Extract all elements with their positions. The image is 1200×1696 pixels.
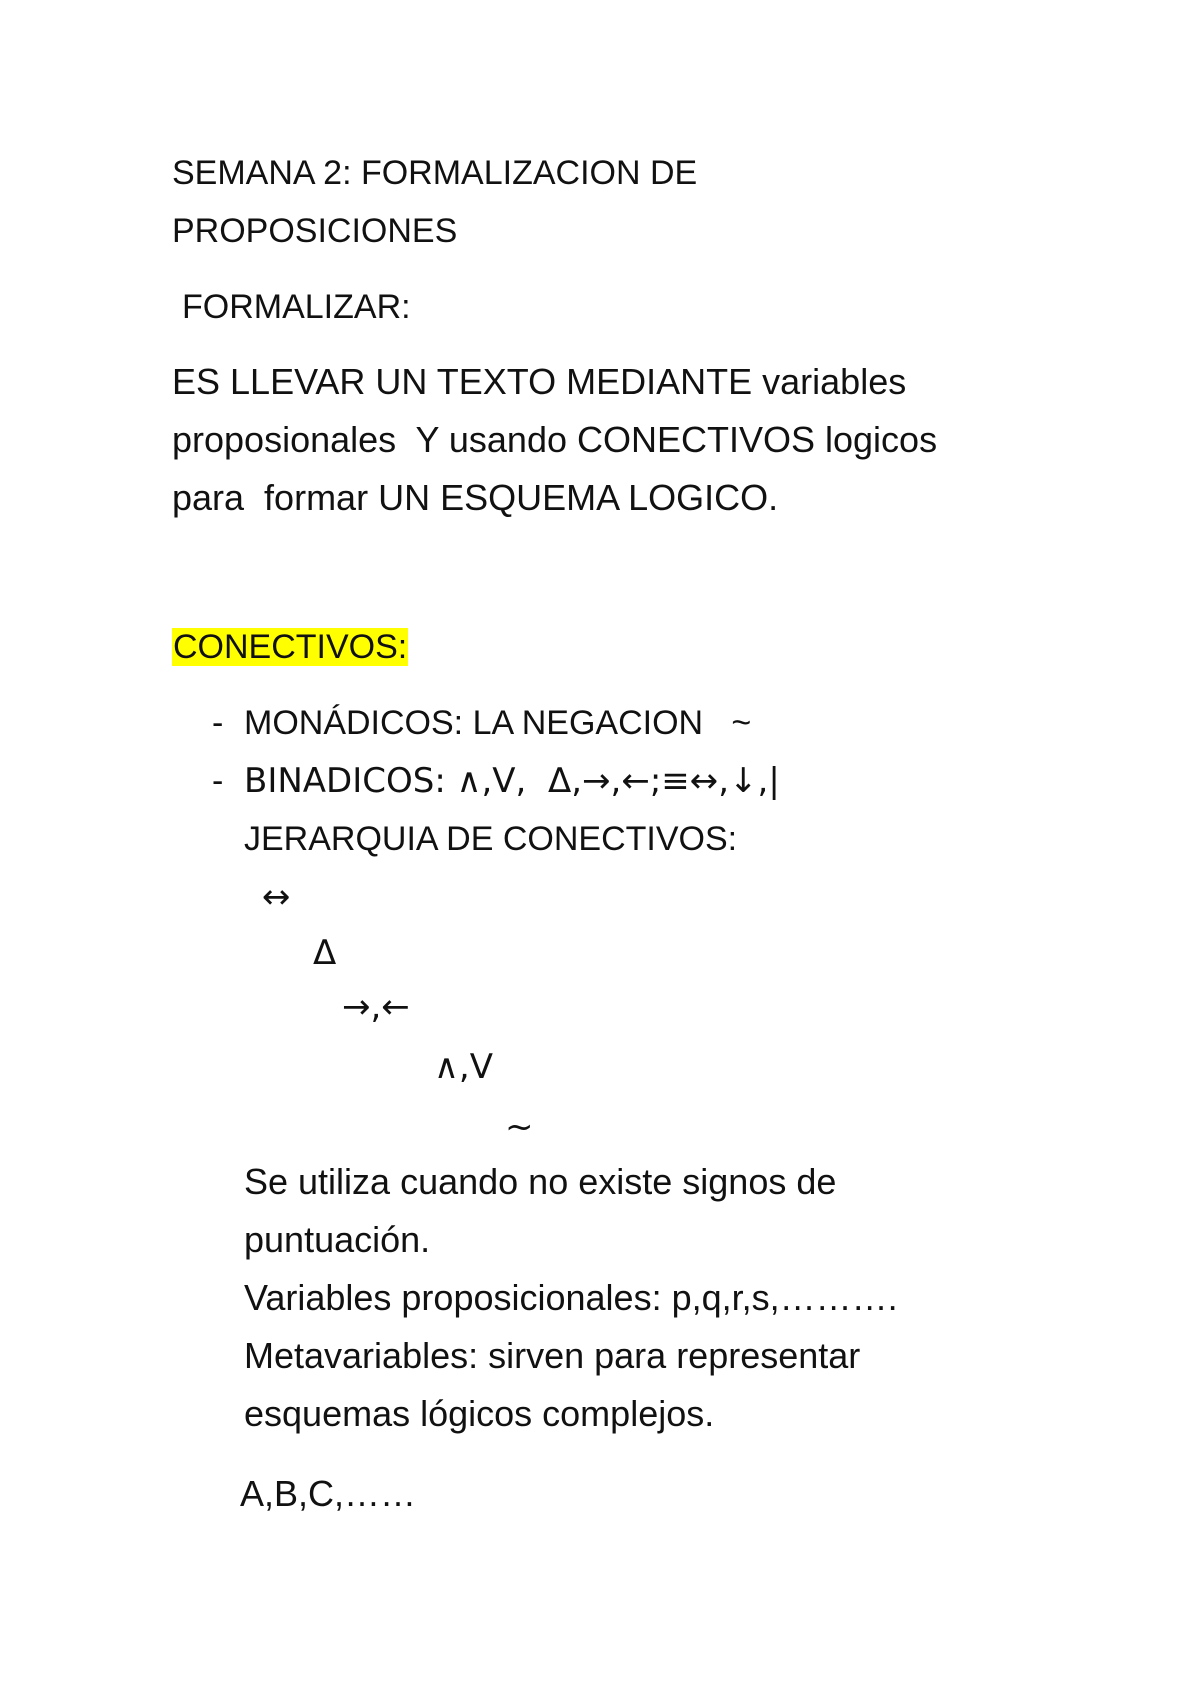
- note-line-2: puntuación.: [244, 1219, 431, 1260]
- definition-line-2: proposionales Y usando CONECTIVOS logicos: [172, 419, 938, 460]
- title-line-1: SEMANA 2: FORMALIZACION DE: [172, 154, 698, 192]
- monadicos-item: MONÁDICOS: LA NEGACION ~: [244, 704, 752, 742]
- title-line-2: PROPOSICIONES: [172, 212, 458, 250]
- note-line-5: esquemas lógicos complejos.: [244, 1393, 715, 1434]
- note-line-4: Metavariables: sirven para representar: [244, 1335, 861, 1376]
- hierarchy-level-3: →,←: [342, 987, 410, 1027]
- bullet-dash: -: [212, 762, 224, 800]
- hierarchy-level-4: ∧,V: [434, 1047, 493, 1087]
- definition-line-1: ES LLEVAR UN TEXTO MEDIANTE variables: [172, 361, 907, 402]
- jerarquia-heading: JERARQUIA DE CONECTIVOS:: [244, 820, 738, 858]
- definition-line-3: para formar UN ESQUEMA LOGICO.: [172, 477, 779, 518]
- note-line-3: Variables proposicionales: p,q,r,s,……….: [244, 1277, 898, 1318]
- formalizar-heading: FORMALIZAR:: [182, 288, 411, 326]
- metavariables-example: A,B,C,……: [240, 1473, 417, 1514]
- hierarchy-level-5: ~: [505, 1107, 534, 1147]
- conectivos-heading-highlight: CONECTIVOS:: [173, 628, 408, 666]
- note-line-1: Se utiliza cuando no existe signos de: [244, 1161, 837, 1202]
- conectivos-heading: [172, 630, 408, 664]
- bullet-dash: -: [212, 704, 224, 742]
- hierarchy-level-1: ↔: [262, 877, 291, 917]
- hierarchy-level-2: Δ: [313, 933, 337, 973]
- binadicos-item: BINADICOS: ∧,V, Δ,→,←;≡↔,↓,|: [244, 761, 780, 801]
